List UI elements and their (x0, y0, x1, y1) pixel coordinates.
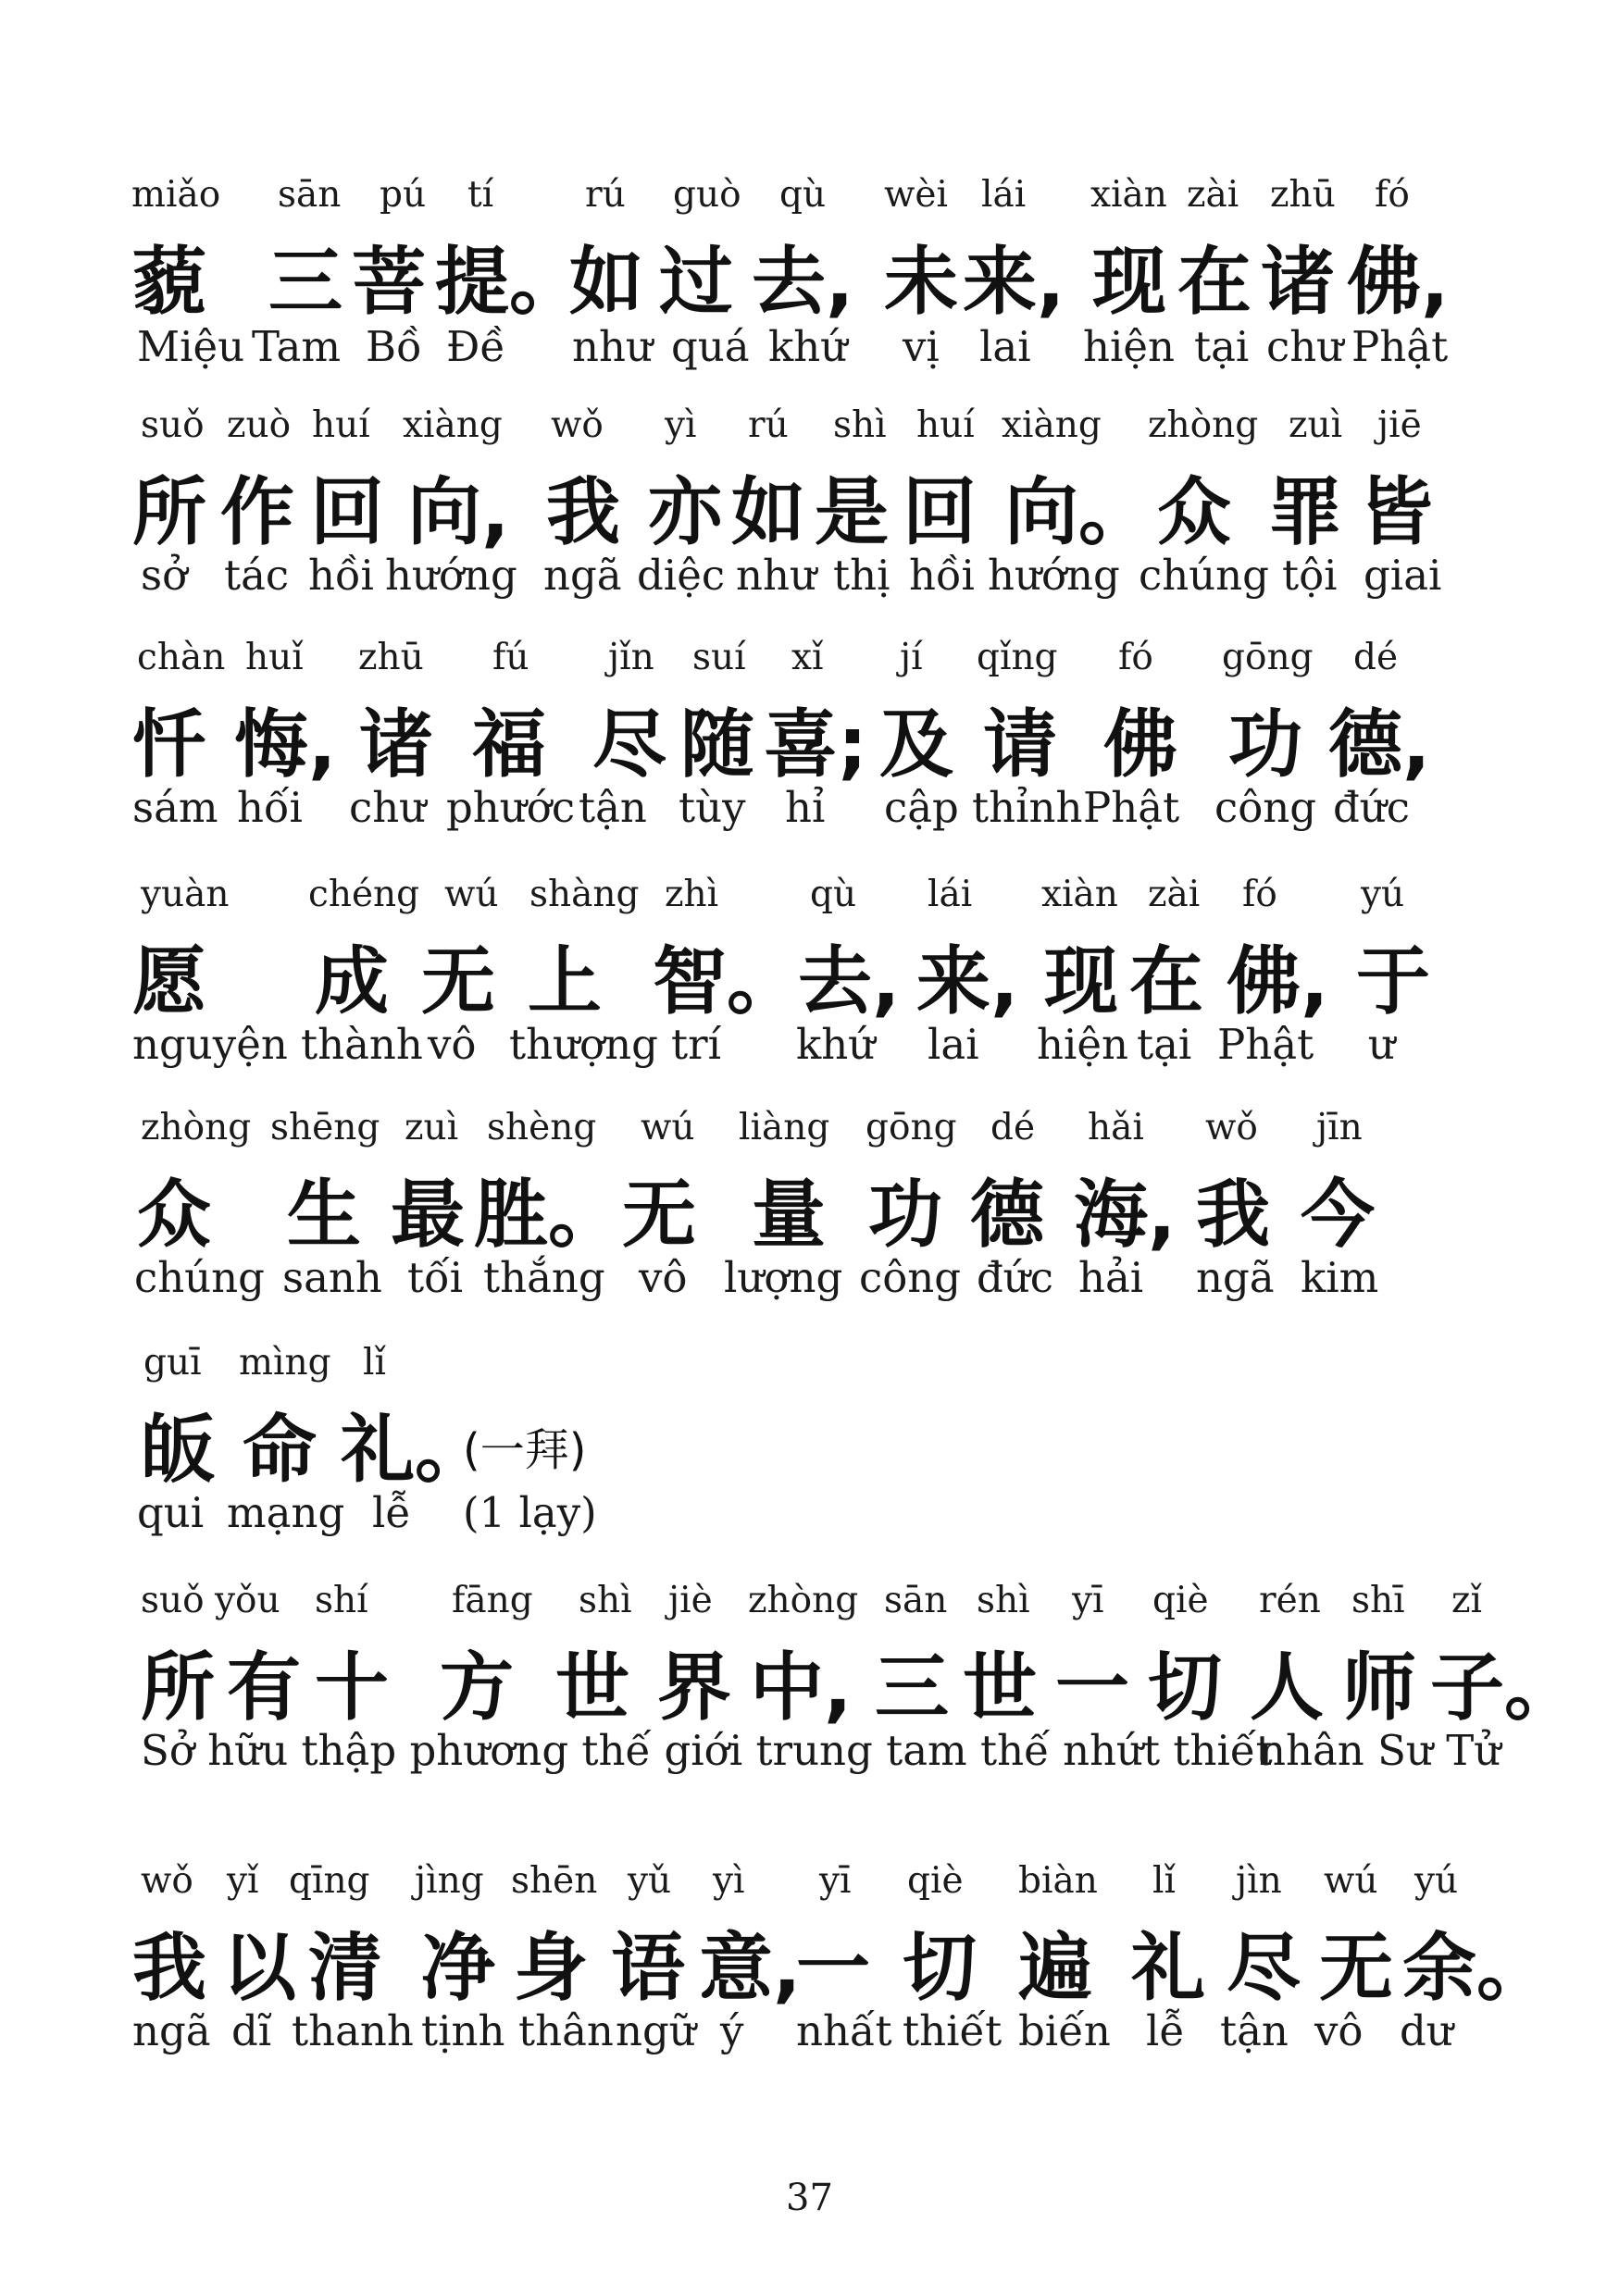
pinyin-syllable: dé (1353, 637, 1399, 678)
pinyin-syllable: yǒu (215, 1580, 280, 1621)
viet-reading: sanh (282, 1253, 382, 1302)
viet-reading: Phật (1351, 322, 1449, 371)
pinyin-syllable: qīng (289, 1860, 370, 1902)
viet-reading: lai (979, 322, 1031, 371)
viet-reading: ư (1368, 1020, 1395, 1069)
pinyin-syllable: rú (748, 404, 789, 446)
pinyin-syllable: jiē (1377, 404, 1422, 446)
pinyin-syllable: zhū (358, 637, 424, 678)
hanzi-char: 回 (903, 469, 977, 555)
pinyin-syllable: liàng (739, 1107, 830, 1148)
pinyin-syllable: wǒ (1205, 1107, 1258, 1148)
hanzi-char: 生 (287, 1172, 361, 1258)
pinyin-syllable: sān (278, 174, 342, 216)
pinyin-syllable: wǒ (141, 1860, 193, 1902)
pinyin-syllable: xǐ (791, 637, 824, 678)
prostration-note-viet: (1 lạy) (463, 1488, 597, 1537)
viet-reading: ngữ (616, 2006, 696, 2055)
pinyin-syllable: wèi (884, 174, 948, 216)
pinyin-syllable: shì (579, 1580, 632, 1621)
viet-reading: chúng (1139, 551, 1269, 600)
hanzi-char: 功 (1228, 701, 1302, 788)
viet-reading: thanh (292, 2006, 414, 2055)
hanzi-char: 命 (243, 1407, 317, 1493)
viet-reading: ngã (132, 2006, 211, 2055)
viet-reading: mạng (227, 1488, 345, 1537)
hanzi-char: 去, (798, 938, 901, 1024)
pinyin-syllable: qù (779, 174, 827, 216)
pinyin-syllable: guò (673, 174, 741, 216)
pinyin-syllable: lǐ (1152, 1860, 1176, 1902)
viet-reading: thượng (509, 1020, 658, 1069)
pinyin-syllable: zhòng (748, 1580, 859, 1621)
pinyin-syllable: shì (977, 1580, 1030, 1621)
pinyin-syllable: lǐ (363, 1342, 386, 1384)
pinyin-syllable: shí (315, 1580, 368, 1621)
pinyin-syllable: qù (810, 874, 857, 915)
pinyin-syllable: zhòng (141, 1107, 252, 1148)
hanzi-char: 众 (137, 1172, 211, 1258)
hanzi-char: 如 (731, 469, 805, 555)
hanzi-char: 现 (1092, 239, 1166, 325)
hanzi-char: 海, (1074, 1172, 1177, 1258)
hanzi-char: 愿 (132, 938, 206, 1024)
viet-reading: tận (579, 783, 647, 832)
viet-reading: tùy (679, 783, 746, 832)
hanzi-char: 福 (472, 701, 546, 788)
hanzi-char: 胜。 (474, 1172, 622, 1258)
hanzi-char: 佛, (1347, 239, 1450, 325)
pinyin-syllable: shèng (487, 1107, 597, 1148)
pinyin-syllable: jìng (415, 1860, 484, 1902)
viet-reading: Miệu (137, 322, 245, 371)
viet-reading: công (859, 1253, 962, 1302)
viet-reading: ngã (1196, 1253, 1275, 1302)
pinyin-syllable: yú (1361, 874, 1405, 915)
pinyin-syllable: shēng (270, 1107, 380, 1148)
hanzi-char: 向。 (1004, 469, 1152, 555)
pinyin-syllable: gōng (866, 1107, 957, 1148)
viet-reading: dĩ (231, 2006, 272, 2055)
pinyin-syllable: zhì (665, 874, 719, 915)
viet-reading: tại (1137, 1020, 1192, 1069)
viet-reading: tác (224, 551, 290, 600)
pinyin-syllable: jìn (1236, 1860, 1282, 1902)
viet-reading: dư (1400, 2006, 1453, 2055)
hanzi-char: 是 (815, 469, 889, 555)
viet-reading: Tam (252, 322, 342, 371)
viet-reading: vô (428, 1020, 477, 1069)
viet-reading: thắng (483, 1253, 605, 1302)
pinyin-syllable: zhòng (1148, 404, 1259, 446)
pinyin-syllable: wú (444, 874, 499, 915)
viet-reading: phước (446, 783, 576, 832)
hanzi-char: 诸 (1261, 239, 1335, 325)
viet-reading: tại (1194, 322, 1250, 371)
pinyin-syllable: fó (1118, 637, 1153, 678)
viet-reading: hối (237, 783, 303, 832)
hanzi-char: 清 (308, 1925, 382, 2011)
hanzi-char: 在 (1129, 938, 1203, 1024)
hanzi-char: 德, (1328, 701, 1431, 788)
hanzi-char: 师 (1342, 1644, 1416, 1731)
pinyin-syllable: tí (467, 174, 494, 216)
viet-reading: như (572, 322, 653, 371)
viet-reading: hướng (385, 551, 517, 600)
pinyin-syllable: yì (713, 1860, 745, 1902)
pinyin-syllable: jiè (668, 1580, 713, 1621)
hanzi-char: 悔, (234, 701, 337, 788)
viet-reading: tận (1220, 2006, 1289, 2055)
hanzi-char: 最 (391, 1172, 465, 1258)
viet-reading: Đề (446, 322, 506, 371)
hanzi-char: 皆 (1359, 469, 1433, 555)
viet-reading: sám (132, 783, 218, 832)
pinyin-syllable: zài (1187, 174, 1239, 216)
hanzi-char: 切 (903, 1925, 977, 2011)
pinyin-syllable: jīn (1316, 1107, 1363, 1148)
hanzi-char: 净 (421, 1925, 495, 2011)
pinyin-syllable: xiàng (403, 404, 503, 446)
pinyin-syllable: zǐ (1451, 1580, 1483, 1621)
viet-reading: chư (1266, 322, 1344, 371)
viet-reading: công (1214, 783, 1317, 832)
hanzi-char: 诸 (359, 701, 433, 788)
hanzi-char: 回 (310, 469, 384, 555)
hanzi-char: 礼。 (341, 1407, 489, 1493)
hanzi-char: 过 (659, 239, 733, 325)
hanzi-char: 三 (268, 239, 342, 325)
pinyin-syllable: huí (312, 404, 370, 446)
viet-reading: thị (833, 551, 890, 600)
hanzi-char: 无 (1319, 1925, 1393, 2011)
viet-reading: như (736, 551, 816, 600)
hanzi-char: 以 (222, 1925, 296, 2011)
hanzi-char: 十 (315, 1644, 389, 1731)
pinyin-syllable: qiè (907, 1860, 964, 1902)
pinyin-syllable: qǐng (977, 637, 1058, 678)
pinyin-syllable: fāng (452, 1580, 533, 1621)
pinyin-syllable: biàn (1018, 1860, 1098, 1902)
hanzi-char: 于 (1356, 938, 1430, 1024)
pinyin-syllable: chéng (308, 874, 420, 915)
pinyin-syllable: yī (1072, 1580, 1104, 1621)
pinyin-syllable: shī (1351, 1580, 1405, 1621)
pinyin-syllable: zhū (1270, 174, 1336, 216)
viet-reading: Phật (1083, 783, 1180, 832)
pinyin-syllable: fó (1242, 874, 1277, 915)
pinyin-syllable: jí (900, 637, 923, 678)
hanzi-char: 尽 (1227, 1925, 1301, 2011)
viet-reading: lai (928, 1020, 979, 1069)
viet-reading: sở (141, 551, 188, 600)
viet-reading: vô (639, 1253, 688, 1302)
hanzi-char: 作 (220, 469, 294, 555)
hanzi-char: 中, (750, 1644, 853, 1731)
hanzi-char: 德 (970, 1172, 1044, 1258)
hanzi-char: 我 (546, 469, 620, 555)
viet-reading: kim (1301, 1253, 1379, 1302)
viet-reading: nguyện (132, 1020, 288, 1069)
page-number: 37 (786, 2177, 833, 2219)
hanzi-char: 无 (622, 1172, 696, 1258)
viet-reading: thân (518, 2006, 614, 2055)
pinyin-syllable: qiè (1152, 1580, 1209, 1621)
hanzi-char: 所 (141, 1644, 215, 1731)
viet-reading: ý (720, 2006, 744, 2055)
hanzi-char: 我 (132, 1925, 206, 2011)
pinyin-syllable: xiàn (1090, 174, 1167, 216)
viet-reading: thiết (903, 2006, 1003, 2055)
hanzi-char: 藐 (132, 239, 206, 325)
pinyin-syllable: yuàn (141, 874, 230, 915)
hanzi-char: 世 (555, 1644, 629, 1731)
pinyin-syllable: hǎi (1088, 1107, 1144, 1148)
viet-reading: trí (671, 1020, 721, 1069)
hanzi-char: 亦 (648, 469, 722, 555)
hanzi-char: 成 (315, 938, 389, 1024)
viet-reading: lượng (724, 1253, 843, 1302)
pinyin-syllable: zuì (405, 1107, 459, 1148)
pinyin-syllable: yǐ (227, 1860, 259, 1902)
hanzi-char: 切 (1148, 1644, 1222, 1731)
viet-reading: diệc (637, 551, 726, 600)
hanzi-char: 方 (440, 1644, 514, 1731)
hanzi-char: 上 (528, 938, 602, 1024)
viet-reading: khứ (768, 322, 848, 371)
pinyin-syllable: wǒ (551, 404, 604, 446)
viet-reading: hiện (1037, 1020, 1128, 1069)
pinyin-syllable: fú (492, 637, 529, 678)
viet-reading: cập (884, 783, 959, 832)
hanzi-char: 如 (569, 239, 643, 325)
pinyin-syllable: shì (833, 404, 887, 446)
pinyin-syllable: jǐn (608, 637, 654, 678)
hanzi-char: 语 (611, 1925, 685, 2011)
hanzi-char: 喜; (764, 701, 867, 788)
hanzi-char: 子。 (1430, 1644, 1578, 1731)
hanzi-char: 皈 (141, 1407, 215, 1493)
pinyin-syllable: suí (692, 637, 746, 678)
hanzi-char: 界 (657, 1644, 731, 1731)
hanzi-char: 去, (752, 239, 854, 325)
viet-reading: tịnh (421, 2006, 505, 2055)
viet-reading: lễ (372, 1488, 412, 1537)
viet-reading: chư (349, 783, 427, 832)
pinyin-syllable: yì (665, 404, 697, 446)
hanzi-char: 未 (884, 239, 958, 325)
viet-reading: biến (1018, 2006, 1111, 2055)
hanzi-char: 随 (680, 701, 754, 788)
hanzi-char: 现 (1044, 938, 1118, 1024)
viet-reading: ngã (543, 551, 622, 600)
viet-reading: thỉnh (972, 783, 1083, 832)
hanzi-char: 三 (875, 1644, 949, 1731)
hanzi-char: 我 (1196, 1172, 1270, 1258)
pinyin-syllable: chàn (137, 637, 226, 678)
pinyin-syllable: wú (641, 1107, 695, 1148)
viet-reading: Bồ (366, 322, 422, 371)
pinyin-syllable: miǎo (131, 174, 221, 216)
viet-reading: nhất (796, 2006, 892, 2055)
viet-reading: tội (1282, 551, 1338, 600)
hanzi-char: 及 (879, 701, 953, 788)
viet-reading: thành (301, 1020, 423, 1069)
hanzi-char: 智。 (653, 938, 801, 1024)
viet-reading: hồi (909, 551, 975, 600)
pinyin-syllable: suǒ (141, 1580, 205, 1621)
viet-reading: hồi (308, 551, 374, 600)
prostration-note: (一拜) (463, 1424, 587, 1476)
viet-reading: nhân Sư Tử (1259, 1726, 1501, 1775)
hanzi-char: 所 (132, 469, 206, 555)
hanzi-char: 佛 (1103, 701, 1177, 788)
viet-reading: qui (137, 1488, 205, 1537)
hanzi-char: 一 (1055, 1644, 1129, 1731)
pinyin-syllable: shēn (511, 1860, 598, 1902)
pinyin-syllable: dé (990, 1107, 1036, 1148)
pinyin-syllable: wú (1324, 1860, 1378, 1902)
hanzi-char: 来, (916, 938, 1019, 1024)
pinyin-syllable: huí (916, 404, 975, 446)
pinyin-syllable: pú (380, 174, 427, 216)
pinyin-syllable: suǒ (141, 404, 205, 446)
viet-reading: chúng (134, 1253, 265, 1302)
hanzi-char: 菩 (352, 239, 426, 325)
viet-reading: hướng (988, 551, 1120, 600)
hanzi-char: 在 (1177, 239, 1252, 325)
hanzi-char: 余。 (1402, 1925, 1551, 2011)
hanzi-char: 请 (983, 701, 1057, 788)
pinyin-syllable: yī (819, 1860, 852, 1902)
viet-reading: khứ (796, 1020, 876, 1069)
pinyin-syllable: guī (143, 1342, 202, 1384)
pinyin-syllable: zuì (1289, 404, 1343, 446)
hanzi-char: 来, (963, 239, 1065, 325)
pinyin-syllable: shàng (529, 874, 640, 915)
pinyin-syllable: gōng (1222, 637, 1314, 678)
hanzi-char: 提。 (435, 239, 583, 325)
pinyin-syllable: zài (1148, 874, 1201, 915)
hanzi-char: 功 (868, 1172, 942, 1258)
viet-reading: hiện (1083, 322, 1175, 371)
viet-reading: hải (1078, 1253, 1144, 1302)
hanzi-char: 罪 (1268, 469, 1342, 555)
viet-reading: đức (1333, 783, 1410, 832)
viet-reading: lễ (1146, 2006, 1186, 2055)
viet-reading: tối (407, 1253, 464, 1302)
pinyin-syllable: zuò (227, 404, 292, 446)
viet-reading: giai (1364, 551, 1442, 600)
viet-reading: đức (977, 1253, 1053, 1302)
pinyin-syllable: sān (884, 1580, 948, 1621)
hanzi-char: 向, (407, 469, 510, 555)
pinyin-syllable: lái (981, 174, 1027, 216)
viet-reading: vị (903, 322, 940, 371)
hanzi-char: 忏 (132, 701, 206, 788)
pinyin-syllable: yǔ (628, 1860, 672, 1902)
hanzi-char: 礼 (1131, 1925, 1205, 2011)
hanzi-char: 量 (752, 1172, 826, 1258)
hanzi-char: 世 (963, 1644, 1037, 1731)
viet-reading: hỉ (785, 783, 826, 832)
pinyin-syllable: yú (1414, 1860, 1459, 1902)
hanzi-char: 今 (1301, 1172, 1375, 1258)
hanzi-char: 遍 (1018, 1925, 1092, 2011)
pinyin-syllable: rú (585, 174, 626, 216)
pinyin-syllable: mìng (239, 1342, 331, 1384)
pinyin-syllable: xiàn (1041, 874, 1118, 915)
hanzi-char: 众 (1157, 469, 1231, 555)
viet-reading: Sở hữu thập phương thế giới trung tam thế nhứt thiết (141, 1726, 1273, 1775)
hanzi-char: 有 (227, 1644, 301, 1731)
viet-reading: Phật (1217, 1020, 1314, 1069)
hanzi-char: 意, (699, 1925, 802, 2011)
hanzi-char: 佛, (1227, 938, 1329, 1024)
viet-reading: quá (671, 322, 750, 371)
pinyin-syllable: fó (1375, 174, 1410, 216)
pinyin-syllable: huǐ (245, 637, 304, 678)
viet-reading: vô (1314, 2006, 1364, 2055)
hanzi-char: 人 (1250, 1644, 1324, 1731)
pinyin-syllable: xiàng (1002, 404, 1102, 446)
hanzi-char: 身 (514, 1925, 588, 2011)
hanzi-char: 一 (796, 1925, 870, 2011)
pinyin-syllable: lái (928, 874, 973, 915)
hanzi-char: 尽 (592, 701, 666, 788)
hanzi-char: 无 (421, 938, 495, 1024)
pinyin-syllable: rén (1259, 1580, 1321, 1621)
